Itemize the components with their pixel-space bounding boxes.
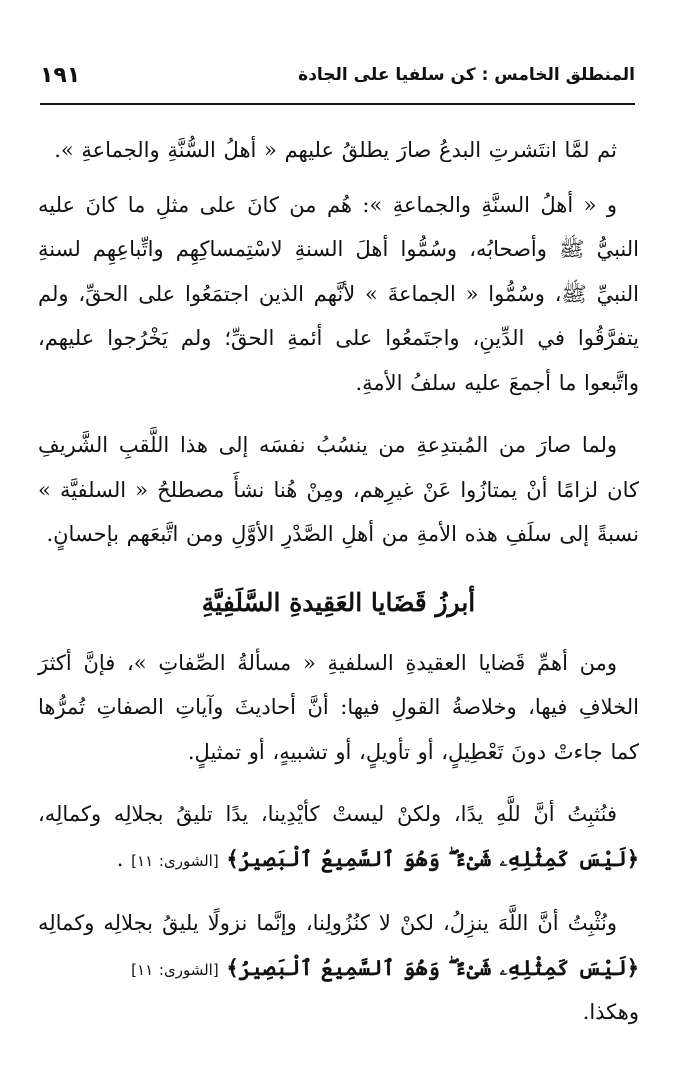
paragraph-6 (38, 901, 639, 992)
paragraph-6-text: ونُثْبِتُ أنَّ اللَّهَ ينزِلُ، لكنْ لا كنُزُولِنا، وإنَّما نزولًا يليقُ بجلالِه وكمالِه (38, 911, 617, 935)
paragraph-4: ومن أهمِّ قَضايا العقيدةِ السلفيةِ « مسألةُ الصِّفاتِ »، فإنَّ أكثرَ الخلافِ فيها، وخلاصةُ القولِ فيها: أنَّ أحاديثَ وآياتِ الصفاتِ تُمرُّها كما جاءتْ دونَ تَعْطِيلٍ، أو تأويلٍ، أو تشبيهٍ، أو تمثيلٍ. (38, 650, 639, 764)
page-body (38, 128, 639, 1032)
paragraph-5-end: . (116, 846, 124, 871)
quran-verse: ﴿لَيْسَ كَمِثْلِهِۦ شَىْءٌ ۖ وَهُوَ ٱلسَّمِيعُ ٱلْبَصِيرُ﴾ (226, 954, 639, 980)
paragraph-2: و « أهلُ السنَّةِ والجماعةِ »: هُم من كانَ على مثلِ ما كانَ عليه النبيُّ ﷺ وأصحابُه، وسُمُّوا أهلَ السنةِ لاسْتِمساكِهِم واتِّباعِهِم لسنةِ النبيِّ ﷺ، وسُمُّوا « الجماعةَ » لأنَّهم الذين اجتمَعُوا على الحقِّ، ولم يتفرَّقُوا في الدِّينِ، واجتَمعُوا على أئمةِ الحقِّ؛ ولم يَخْرُجوا عليهم، واتَّبعوا ما أجمعَ عليه سلفُ الأمةِ. (38, 192, 639, 395)
verse-reference: [الشورى: ١١] (131, 851, 219, 870)
chapter-title: المنطلق الخامس : كن سلفيا على الجادة (298, 65, 635, 85)
page-number: ١٩١ (40, 62, 81, 88)
paragraph-3: ولما صارَ من المُبتدِعةِ من ينسُبُ نفسَه إلى هذا اللَّقبِ الشَّريفِ كان لزامًا أنْ يمتازُوا عَنْ غيرِهم، ومِنْ هُنا نشأَ مصطلحُ « السلفيَّة » نسبةً إلى سلَفِ هذه الأمةِ من أهلِ الصَّدْرِ الأوَّلِ ومن اتَّبعَهم بإحسانٍ. (38, 433, 639, 546)
paragraph-1: ثم لمَّا انتَشرتِ البدعُ صارَ يطلقُ عليهم « أهلُ السُّنَّةِ والجماعةِ ». (54, 138, 617, 162)
verse-reference: [الشورى: ١١] (131, 960, 219, 979)
header-divider (40, 103, 635, 105)
paragraph-6-end: وهكذا. (582, 1000, 639, 1024)
quran-verse: ﴿لَيْسَ كَمِثْلِهِۦ شَىْءٌ ۖ وَهُوَ ٱلسَّمِيعُ ٱلْبَصِيرُ﴾ (226, 845, 639, 871)
paragraph-5-text: فنُثبِتُ أنَّ للَّهِ يدًا، ولكنْ ليستْ كأيْدِينا، يدًا تليقُ بجلالِه وكمالِه، (38, 802, 617, 826)
running-header (40, 58, 635, 92)
paragraph-5 (38, 792, 639, 883)
section-heading: أبرزُ قَضَايا العَقِيدةِ السَّلَفِيَّةِ (201, 587, 476, 617)
